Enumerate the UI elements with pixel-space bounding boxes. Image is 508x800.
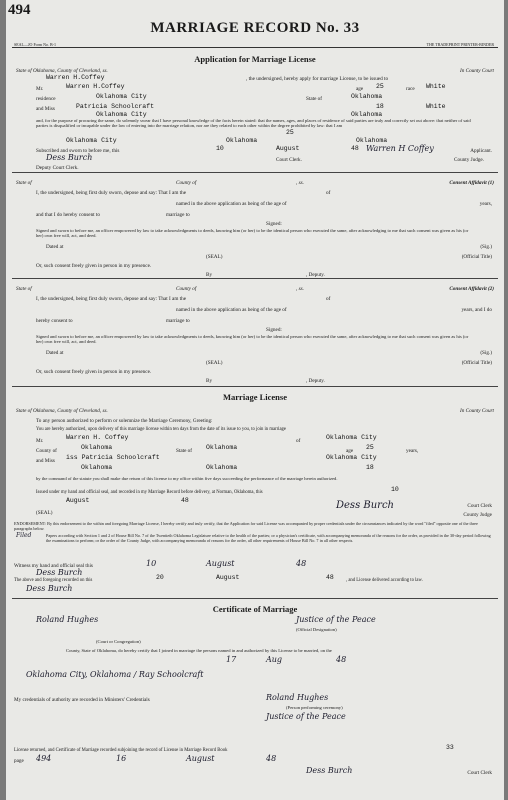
lic-mr-name: Warren H. Coffey — [66, 434, 129, 441]
marriage-record-page — [6, 0, 504, 800]
c1-official: (Official Title) — [461, 254, 492, 260]
lic-miss-city: Oklahoma City — [326, 454, 377, 461]
app-state-label: State of — [306, 96, 322, 102]
c2-title: Consent Affidavit (2) — [449, 286, 494, 292]
app-subscribed-label: Subscribed and sworn to before me, this — [36, 148, 120, 154]
app-age-label: age — [356, 86, 364, 92]
lic-authorized: You are hereby authorized, upon delivery of this marriage license within ten days from the date of its issue to you, to join in marriage — [36, 427, 286, 432]
c2-presence: Or, such consent freely given in person in my presence. — [36, 369, 152, 375]
c1-signed: Signed: — [266, 221, 282, 227]
cert-county-text: County, State of Oklahoma, do hereby certify that I joined in marriage the persons named in and authorized by this License to be married, on the — [66, 648, 332, 653]
cert-witnesses: Oklahoma City, Oklahoma / Ray Schoolcraft — [26, 670, 204, 679]
cert-credentials: My credentials of authority are recorded in Ministers' Credentials — [14, 697, 150, 703]
lic-issued: Issued under my hand and official seal, and recorded in my Marriage Record before delivery, at Norman, Oklahoma, this — [36, 490, 263, 495]
page-title: MARRIAGE RECORD No. 33 — [150, 20, 360, 36]
cert-sig2: Justice of the Peace — [266, 712, 346, 721]
cert-rec-day: 16 — [116, 754, 127, 763]
cert-court-label: (Court or Congregation) — [96, 639, 141, 644]
c1-years: years, — [479, 201, 492, 207]
c2-consent: hereby consent to — [36, 318, 73, 324]
lic-to-any: To any person authorized to perform or solemnize the Marriage Ceremony, Greeting: — [36, 418, 213, 424]
app-miss-label: and Miss — [36, 106, 55, 112]
app-clerk-signature: Dess Burch — [46, 153, 93, 162]
lic-duty: by the command of the statute you shall make due return of this license to my office within five days succeeding the performance of the marriage herein authorized. — [36, 476, 338, 481]
c2-by: By — [206, 378, 213, 384]
app-mr-city: Oklahoma City — [96, 93, 147, 100]
divider-3 — [12, 386, 498, 387]
lic-mr-state: Oklahoma — [206, 444, 238, 451]
certificate-title: Certificate of Marriage — [212, 604, 298, 614]
c1-marriage: marriage to — [166, 212, 190, 218]
c2-signed: Signed: — [266, 327, 282, 333]
app-line1: , the undersigned, hereby apply for marriage License, to be issued to — [246, 76, 389, 82]
c2-ss: , ss. — [296, 286, 304, 292]
lic-mr-label: Mr. — [36, 438, 44, 444]
cert-day: 17 — [226, 655, 237, 664]
lic-mr-county: Oklahoma — [81, 444, 113, 451]
application-title: Application for Marriage License — [194, 54, 316, 64]
c1-sig: (Sig.) — [480, 244, 492, 250]
c1-presence: Or, such consent freely given in person in my presence. — [36, 263, 152, 269]
cert-page-label: page — [14, 758, 24, 764]
c1-named: named in the above application as being of the age of — [176, 201, 287, 207]
app-court-clerk: Court Clerk. — [276, 157, 302, 163]
lic-r-year: 48 — [326, 574, 334, 581]
app-mr-name: Warren H.Coffey — [66, 83, 125, 90]
app-court: In County Court — [459, 68, 494, 74]
app-state-line: State of Oklahoma, County of Cleveland, ss. — [16, 68, 108, 74]
lic-miss-county: Oklahoma — [81, 464, 113, 471]
app-miss-age: 18 — [376, 103, 384, 110]
app-month: August — [276, 145, 300, 152]
app-miss-name: Patricia Schoolcraft — [76, 103, 155, 110]
c1-line1b: of — [326, 190, 331, 196]
c2-named: named in the above application as being of the age of — [176, 307, 287, 313]
app-deputy: Deputy Court Clerk. — [36, 165, 79, 171]
lic-month: August — [66, 497, 90, 504]
cert-rec-year: 48 — [266, 754, 277, 763]
app-miss-city: Oklahoma City — [96, 111, 147, 118]
c2-line1: I, the undersigned, being first duly sworn, depose and say: That I am the — [36, 296, 187, 302]
c1-county: County of — [176, 180, 197, 186]
cert-officiant: Roland Hughes — [36, 615, 99, 624]
divider-4 — [12, 598, 498, 599]
lic-paragraph: Papers according with Section 1 and 2 of House Bill No. 7 of the Twentieth Oklahoma Legislature relative to the health of the parties; or a physician's certificate, with accompanying memoranda of the reasons for the order, as provided in the 30-day period following the examinations to perform; or the order of the County Judge, with accompanying memoranda of reasons for the order, all other requirements of House Bill No. 7 in all other respects. — [46, 533, 491, 543]
c1-consent: and that I do hereby consent to — [36, 212, 100, 218]
c2-seal: (SEAL) — [206, 360, 223, 366]
app-mr-state: Oklahoma — [351, 93, 383, 100]
c2-county: County of — [176, 286, 197, 292]
c2-dated: Dated at — [46, 350, 64, 356]
lic-state-line: State of Oklahoma, County of Cleveland, ss. — [16, 408, 108, 414]
app-miss-race: White — [426, 103, 446, 110]
c2-deputy: , Deputy. — [306, 378, 325, 384]
lic-witness-signature: Dess Burch — [36, 568, 83, 577]
lic-witness: Witness my hand and official seal this — [14, 563, 93, 569]
cert-official-label: (Official Designation) — [296, 627, 337, 632]
c1-by: By — [206, 272, 213, 278]
lic-seal: (SEAL) — [36, 510, 53, 516]
cert-year: 48 — [336, 655, 347, 664]
lic-state-label: State of — [176, 448, 192, 454]
c1-ss: , ss. — [296, 180, 304, 186]
cert-sig: Roland Hughes — [266, 693, 329, 702]
app-affiant-age: 25 — [286, 129, 294, 136]
app-residence-label: residence — [36, 96, 56, 102]
app-oath-text: and, for the purpose of procuring the same, do solemnly swear that I have personal knowledge of the facts herein stated: that the names, ages, and places of residence of said parties are truly and correctly set out above: that neither of said parties is disqualified or incapable under the law of entering into the marriage relation, nor are they related to each other within the degree prohibited by law: that I am — [36, 118, 471, 128]
app-affiant-county: Oklahoma — [226, 137, 258, 144]
lic-r-month: August — [216, 574, 240, 581]
lic-miss-label: and Miss — [36, 458, 55, 464]
top-rule — [12, 47, 498, 48]
c1-deputy: , Deputy. — [306, 272, 325, 278]
lic-endorsement: ENDORSEMENT: By this endorsement to the within and foregoing Marriage License, I hereby certify and truly certify, that the Application for said License was accompanied by proper credentials under the circumstances indicated by the word "filed" opposite one of the three paragraphs below. — [14, 521, 478, 531]
c2-sig: (Sig.) — [480, 350, 492, 356]
lic-r-day: 20 — [156, 574, 164, 581]
c1-body: Signed and sworn to before me, an officer empowered by law to take acknowledgments to deeds, knowing him (or her) to be the identical person who executed the same, after acknowledging to me that such consent was given as his (or her) own free will, act, and deed. — [36, 228, 469, 238]
app-county-judge: County Judge. — [454, 157, 484, 163]
c2-body: Signed and sworn to before me, an officer empowered by law to take acknowledgments to deeds, knowing him (or her) to be the identical person who executed the same, after acknowledging to me that such consent was given as his (or her) own free will, act, and deed. — [36, 334, 469, 344]
cert-official-designation: Justice of the Peace — [296, 615, 376, 624]
lic-court-clerk: Court Clerk — [467, 503, 492, 509]
cert-month: Aug — [266, 655, 283, 664]
lic-of-label: of — [296, 438, 301, 444]
lic-miss-age: 18 — [366, 464, 374, 471]
c2-official: (Official Title) — [461, 360, 492, 366]
c1-state: State of — [16, 180, 32, 186]
lic-years: years, — [406, 448, 419, 454]
app-race-label: race — [406, 86, 415, 92]
lic-year: 48 — [181, 497, 189, 504]
app-applicant-signature: Warren H Coffey — [366, 144, 434, 153]
c2-state: State of — [16, 286, 32, 292]
cert-rec-month: August — [186, 754, 215, 763]
c2-line1b: of — [326, 296, 331, 302]
app-applicant-name: Warren H.Coffey — [46, 74, 105, 81]
lic-miss-name: iss Patricia Schoolcraft — [66, 454, 160, 461]
app-mr-race: White — [426, 83, 446, 90]
lic-delivered-signature: Dess Burch — [26, 584, 73, 593]
lic-w-month: August — [206, 559, 235, 568]
lic-mr-age: 25 — [366, 444, 374, 451]
c2-marriage: marriage to — [166, 318, 190, 324]
lic-clerk-signature: Dess Burch — [336, 500, 394, 511]
app-mr-age: 25 — [376, 83, 384, 90]
c2-years: years, and I do — [461, 307, 492, 313]
cert-person: (Person performing ceremony) — [286, 705, 343, 710]
form-number: SEAL—JO Form No. B-1 — [14, 42, 57, 47]
app-mr-label: Mr. — [36, 86, 44, 92]
app-affiant-city: Oklahoma City — [66, 137, 117, 144]
lic-filed-line: The above and foregoing recorded on this — [14, 578, 93, 583]
c1-title: Consent Affidavit (1) — [449, 180, 494, 186]
lic-filed-mark: Filed — [16, 532, 32, 539]
cert-book: 33 — [446, 744, 454, 751]
lic-county-judge: County Judge — [463, 512, 492, 518]
c1-seal: (SEAL) — [206, 254, 223, 260]
cert-clerk: Court Clerk — [467, 770, 492, 776]
app-applicant-label: Applicant. — [470, 148, 492, 154]
lic-age-label: age — [346, 448, 354, 454]
c1-dated: Dated at — [46, 244, 64, 250]
app-day: 10 — [216, 145, 224, 152]
app-miss-state: Oklahoma — [351, 111, 383, 118]
app-affiant-state: Oklahoma — [356, 137, 388, 144]
lic-w-year: 48 — [296, 559, 307, 568]
lic-license-delivered: , and License delivered according to law. — [346, 578, 423, 583]
c1-line1: I, the undersigned, being first duly sworn, depose and say: That I am the — [36, 190, 187, 196]
license-title: Marriage License — [223, 392, 287, 402]
lic-day: 10 — [391, 486, 399, 493]
cert-page: 494 — [36, 754, 52, 763]
cert-recorded: License returned, and Certificate of Marriage recorded subjoining the record of License in Marriage Record Book — [14, 748, 228, 753]
divider-2 — [12, 278, 498, 279]
app-year: 48 — [351, 145, 359, 152]
page-number: 494 — [8, 2, 31, 18]
lic-w-day: 10 — [146, 559, 157, 568]
divider-1 — [12, 172, 498, 173]
lic-miss-state: Oklahoma — [206, 464, 238, 471]
cert-clerk-signature: Dess Burch — [306, 766, 353, 775]
lic-county-label: County of — [36, 448, 57, 454]
lic-mr-city: Oklahoma City — [326, 434, 377, 441]
printer-credit: THE TRADEPRINT PRINTER-BINDER — [426, 42, 494, 47]
lic-court: In County Court — [459, 408, 494, 414]
